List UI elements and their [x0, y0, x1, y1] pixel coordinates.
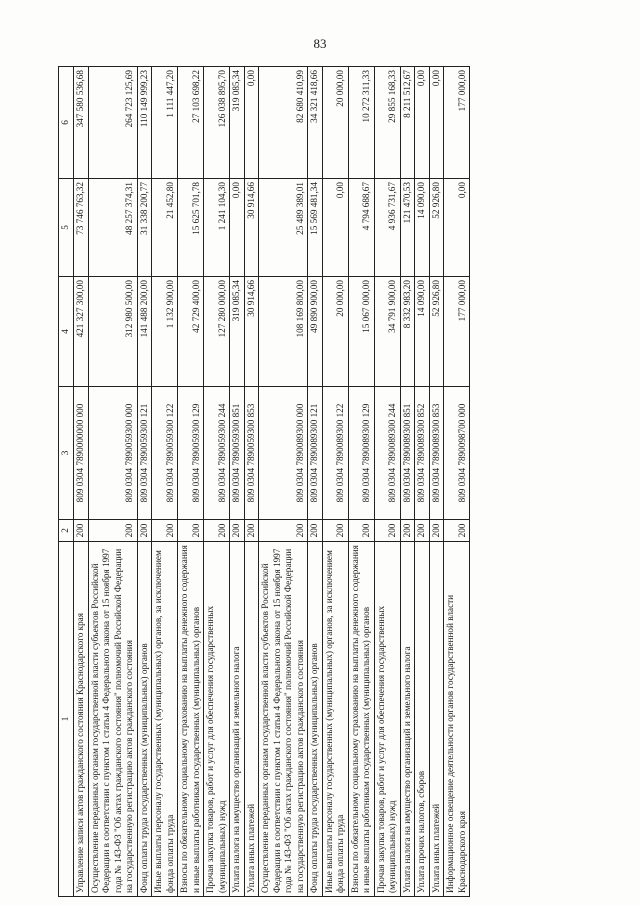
row-approved-amount: 177 000,00: [444, 277, 470, 387]
row-executed-amount: 0,00: [322, 179, 348, 277]
row-admin-code: 200: [308, 520, 323, 542]
row-remaining-amount: 10 272 311,33: [348, 67, 374, 179]
table-row: [429, 67, 444, 897]
row-admin-code: 200: [400, 520, 415, 542]
row-executed-amount: 21 452,80: [152, 179, 178, 277]
row-description: Информационное освещение деятельности органов государственной власти Краснодарского края: [444, 542, 470, 897]
table-header-row: [59, 67, 74, 897]
table-row: [74, 67, 89, 897]
row-approved-amount: 108 169 800,00: [259, 277, 308, 387]
row-remaining-amount: 82 680 410,99: [259, 67, 308, 179]
row-description: Управление записи актов гражданского состояния Краснодарского края: [74, 542, 89, 897]
row-budget-code: 809 0304 7890059300 853: [244, 387, 259, 520]
row-remaining-amount: 347 580 536,68: [74, 67, 89, 179]
table-row: [308, 67, 323, 897]
column-header: 5: [59, 179, 74, 277]
row-executed-amount: 30 914,66: [244, 179, 259, 277]
row-remaining-amount: 0,00: [415, 67, 430, 179]
row-description: Фонд оплаты труда государственных (муниципальных) органов: [137, 542, 152, 897]
row-executed-amount: 15 569 481,34: [308, 179, 323, 277]
row-admin-code: 200: [74, 520, 89, 542]
row-admin-code: 200: [259, 520, 308, 542]
row-approved-amount: 34 791 900,00: [374, 277, 400, 387]
row-description: Прочая закупка товаров, работ и услуг для обеспечения государственных (муниципальных) нужд: [374, 542, 400, 897]
row-admin-code: 200: [178, 520, 204, 542]
row-approved-amount: 42 729 400,00: [178, 277, 204, 387]
row-description: Иные выплаты персоналу государственных (муниципальных) органов, за исключением фонда оплаты труда: [152, 542, 178, 897]
row-approved-amount: 30 914,66: [244, 277, 259, 387]
column-header: 2: [59, 520, 74, 542]
row-admin-code: 200: [444, 520, 470, 542]
row-remaining-amount: 0,00: [244, 67, 259, 179]
row-admin-code: 200: [152, 520, 178, 542]
row-executed-amount: 15 625 701,78: [178, 179, 204, 277]
row-budget-code: 809 0304 7890089300 244: [374, 387, 400, 520]
row-budget-code: 809 0304 7890059300 851: [230, 387, 245, 520]
table-row: [444, 67, 470, 897]
column-header: 4: [59, 277, 74, 387]
row-executed-amount: 4 794 688,67: [348, 179, 374, 277]
row-description: Иные выплаты персоналу государственных (муниципальных) органов, за исключением фонда оплаты труда: [322, 542, 348, 897]
column-header: 6: [59, 67, 74, 179]
row-description: Уплата иных платежей: [244, 542, 259, 897]
row-description: Уплата иных платежей: [429, 542, 444, 897]
row-approved-amount: 312 980 500,00: [88, 277, 137, 387]
table-row: [400, 67, 415, 897]
row-description: Уплата прочих налогов, сборов: [415, 542, 430, 897]
row-remaining-amount: 34 321 418,66: [308, 67, 323, 179]
row-remaining-amount: 27 103 698,22: [178, 67, 204, 179]
row-budget-code: 809 0304 7890098700 000: [444, 387, 470, 520]
table-row: [152, 67, 178, 897]
row-remaining-amount: 126 038 895,70: [204, 67, 230, 179]
table-row: [230, 67, 245, 897]
row-description: Уплата налога на имущество организаций и земельного налога: [400, 542, 415, 897]
table-row: [178, 67, 204, 897]
table-row: [374, 67, 400, 897]
row-admin-code: 200: [415, 520, 430, 542]
row-remaining-amount: 20 000,00: [322, 67, 348, 179]
table-row: [137, 67, 152, 897]
row-approved-amount: 141 488 200,00: [137, 277, 152, 387]
row-remaining-amount: 264 723 125,69: [88, 67, 137, 179]
row-admin-code: 200: [204, 520, 230, 542]
row-remaining-amount: 177 000,00: [444, 67, 470, 179]
row-budget-code: 809 0304 7890059300 244: [204, 387, 230, 520]
row-remaining-amount: 319 085,34: [230, 67, 245, 179]
row-budget-code: 809 0304 7890059300 000: [88, 387, 137, 520]
row-executed-amount: 121 470,53: [400, 179, 415, 277]
column-header: 1: [59, 542, 74, 897]
row-budget-code: 809 0304 7890089300 129: [348, 387, 374, 520]
row-approved-amount: 14 090,00: [415, 277, 430, 387]
row-approved-amount: 20 000,00: [322, 277, 348, 387]
row-approved-amount: 52 926,80: [429, 277, 444, 387]
row-approved-amount: 421 327 300,00: [74, 277, 89, 387]
row-budget-code: 809 0304 7890089300 852: [415, 387, 430, 520]
row-remaining-amount: 29 855 168,33: [374, 67, 400, 179]
row-budget-code: 809 0304 7890089300 121: [308, 387, 323, 520]
row-admin-code: 200: [230, 520, 245, 542]
row-remaining-amount: 1 111 447,20: [152, 67, 178, 179]
row-admin-code: 200: [88, 520, 137, 542]
row-description: Взносы по обязательному социальному страхованию на выплаты денежного содержания и иные выплаты работникам государственных (муниципальных) органов: [348, 542, 374, 897]
row-admin-code: 200: [429, 520, 444, 542]
row-approved-amount: 127 280 000,00: [204, 277, 230, 387]
row-description: Прочая закупка товаров, работ и услуг для обеспечения государственных (муниципальных) нужд: [204, 542, 230, 897]
row-executed-amount: 14 090,00: [415, 179, 430, 277]
row-budget-code: 809 0304 7890089300 853: [429, 387, 444, 520]
row-executed-amount: 73 746 763,32: [74, 179, 89, 277]
row-executed-amount: 52 926,80: [429, 179, 444, 277]
row-budget-code: 809 0304 7890089300 851: [400, 387, 415, 520]
page-number: 83: [313, 36, 327, 51]
row-admin-code: 200: [374, 520, 400, 542]
row-description: Уплата налога на имущество организаций и земельного налога: [230, 542, 245, 897]
budget-table: [58, 66, 470, 897]
row-budget-code: 809 0304 7890059300 121: [137, 387, 152, 520]
row-executed-amount: 1 241 104,30: [204, 179, 230, 277]
row-admin-code: 200: [244, 520, 259, 542]
row-executed-amount: 0,00: [444, 179, 470, 277]
row-description: Осуществление переданных органам государственной власти субъектов Российской Федерации в соответствии с пунктом 1 статьи 4 Федерального закона от 15 ноября 1997 года № 143-ФЗ "Об актах гражданского состояния" полномочий Российской Федерации на государственную регистрацию актов гражданского состояния: [88, 542, 137, 897]
row-budget-code: 809 0304 7890059300 122: [152, 387, 178, 520]
row-budget-code: 809 0304 7890089300 000: [259, 387, 308, 520]
row-approved-amount: 319 085,34: [230, 277, 245, 387]
table-row: [322, 67, 348, 897]
row-executed-amount: 31 338 200,77: [137, 179, 152, 277]
row-remaining-amount: 8 211 512,67: [400, 67, 415, 179]
row-admin-code: 200: [348, 520, 374, 542]
row-description: Взносы по обязательному социальному страхованию на выплаты денежного содержания и иные выплаты работникам государственных (муниципальных) органов: [178, 542, 204, 897]
row-description: Осуществление переданных органам государственной власти субъектов Российской Федерации в соответствии с пунктом 1 статьи 4 Федерального закона от 15 ноября 1997 года № 143-ФЗ "Об актах гражданского состояния" полномочий Российской Федерации на государственную регистрацию актов гражданского состояния: [259, 542, 308, 897]
row-budget-code: 809 0304 7890000000 000: [74, 387, 89, 520]
table-row: [348, 67, 374, 897]
row-approved-amount: 49 890 900,00: [308, 277, 323, 387]
row-executed-amount: 25 489 389,01: [259, 179, 308, 277]
row-executed-amount: 0,00: [230, 179, 245, 277]
table-row: [244, 67, 259, 897]
row-remaining-amount: 0,00: [429, 67, 444, 179]
table-row: [259, 67, 308, 897]
row-approved-amount: 1 132 900,00: [152, 277, 178, 387]
row-remaining-amount: 110 149 999,23: [137, 67, 152, 179]
row-description: Фонд оплаты труда государственных (муниципальных) органов: [308, 542, 323, 897]
table-row: [88, 67, 137, 897]
rotated-table-frame: [58, 67, 558, 897]
row-approved-amount: 8 332 983,20: [400, 277, 415, 387]
table-row: [204, 67, 230, 897]
row-budget-code: 809 0304 7890089300 122: [322, 387, 348, 520]
column-header: 3: [59, 387, 74, 520]
row-budget-code: 809 0304 7890059300 129: [178, 387, 204, 520]
row-executed-amount: 4 936 731,67: [374, 179, 400, 277]
row-admin-code: 200: [137, 520, 152, 542]
row-approved-amount: 15 067 000,00: [348, 277, 374, 387]
row-executed-amount: 48 257 374,31: [88, 179, 137, 277]
table-row: [415, 67, 430, 897]
row-admin-code: 200: [322, 520, 348, 542]
